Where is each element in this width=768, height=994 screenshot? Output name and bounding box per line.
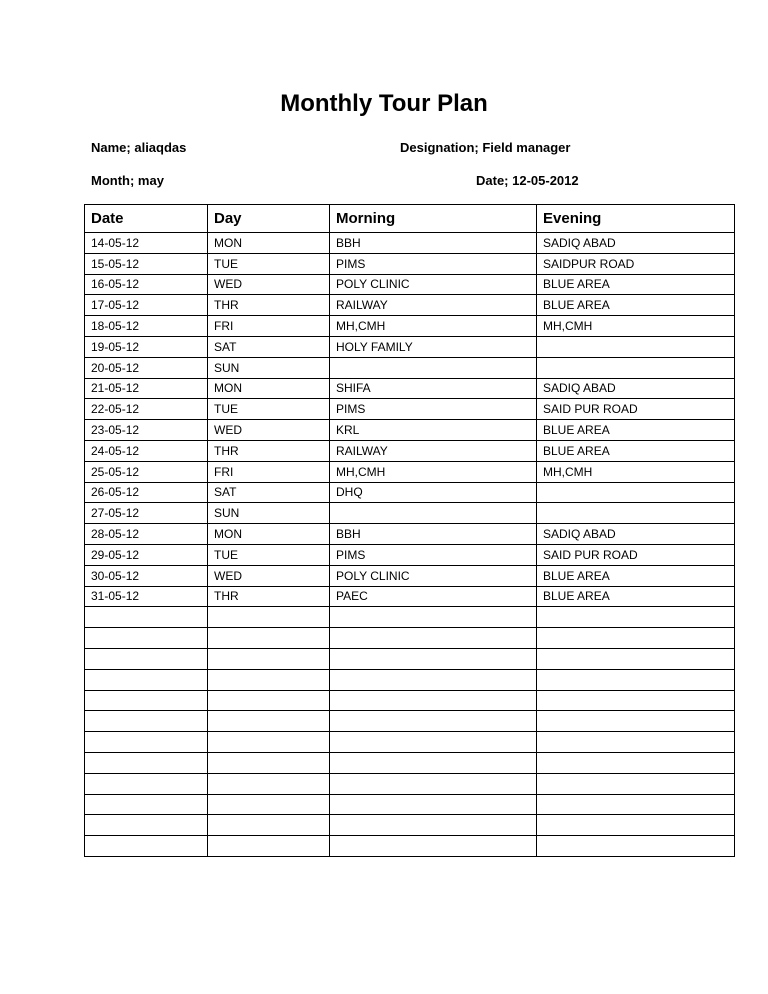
cell-day-empty [208,794,330,815]
cell-day: TUE [208,253,330,274]
cell-day-empty [208,752,330,773]
cell-date: 26-05-12 [85,482,208,503]
cell-evening [537,357,735,378]
cell-evening-empty [537,648,735,669]
cell-evening [537,503,735,524]
cell-evening: BLUE AREA [537,295,735,316]
cell-evening-empty [537,732,735,753]
cell-date: 15-05-12 [85,253,208,274]
cell-morning: RAILWAY [330,295,537,316]
cell-morning: MH,CMH [330,461,537,482]
cell-evening-empty [537,794,735,815]
cell-evening: SAIDPUR ROAD [537,253,735,274]
table-row [85,565,735,586]
cell-date: 21-05-12 [85,378,208,399]
empty-table-row [85,752,735,773]
cell-morning: DHQ [330,482,537,503]
cell-morning: PAEC [330,586,537,607]
cell-evening: SADIQ ABAD [537,524,735,545]
table-row [85,544,735,565]
cell-date-empty [85,669,208,690]
column-header-date: Date [85,205,208,233]
cell-morning: PIMS [330,253,537,274]
cell-day: SUN [208,357,330,378]
table-row [85,586,735,607]
cell-day: MON [208,524,330,545]
empty-table-row [85,836,735,857]
table-row [85,420,735,441]
cell-morning: POLY CLINIC [330,565,537,586]
cell-morning: KRL [330,420,537,441]
table-body [85,233,735,857]
table-row [85,378,735,399]
column-header-day: Day [208,205,330,233]
cell-date-empty [85,607,208,628]
cell-day-empty [208,607,330,628]
cell-morning: SHIFA [330,378,537,399]
cell-day-empty [208,732,330,753]
cell-day: FRI [208,316,330,337]
date-field: Date; 12-05-2012 [476,173,579,188]
cell-evening-empty [537,669,735,690]
cell-evening: BLUE AREA [537,420,735,441]
cell-day: TUE [208,399,330,420]
cell-day: THR [208,586,330,607]
cell-day-empty [208,690,330,711]
cell-date: 20-05-12 [85,357,208,378]
cell-evening-empty [537,628,735,649]
cell-date-empty [85,690,208,711]
cell-evening-empty [537,773,735,794]
table-row [85,274,735,295]
cell-morning: BBH [330,233,537,254]
cell-day: SUN [208,503,330,524]
cell-day-empty [208,648,330,669]
cell-date-empty [85,752,208,773]
cell-day: FRI [208,461,330,482]
cell-morning-empty [330,690,537,711]
empty-table-row [85,628,735,649]
cell-evening: SAID PUR ROAD [537,544,735,565]
empty-table-row [85,794,735,815]
column-header-morning: Morning [330,205,537,233]
cell-day: MON [208,378,330,399]
cell-evening: MH,CMH [537,461,735,482]
cell-morning-empty [330,648,537,669]
cell-day: SAT [208,482,330,503]
table-row [85,440,735,461]
designation-field: Designation; Field manager [400,140,571,155]
cell-day-empty [208,773,330,794]
name-field: Name; aliaqdas [91,140,187,155]
cell-morning-empty [330,752,537,773]
cell-morning [330,503,537,524]
cell-evening-empty [537,711,735,732]
cell-day: THR [208,440,330,461]
empty-table-row [85,669,735,690]
cell-date: 18-05-12 [85,316,208,337]
cell-evening: SADIQ ABAD [537,233,735,254]
cell-day: THR [208,295,330,316]
cell-evening: BLUE AREA [537,565,735,586]
cell-date-empty [85,794,208,815]
cell-date: 14-05-12 [85,233,208,254]
empty-table-row [85,815,735,836]
cell-date: 23-05-12 [85,420,208,441]
cell-evening [537,336,735,357]
table-row [85,524,735,545]
cell-date-empty [85,773,208,794]
cell-date: 27-05-12 [85,503,208,524]
cell-date-empty [85,711,208,732]
cell-morning: MH,CMH [330,316,537,337]
cell-date: 16-05-12 [85,274,208,295]
table-row [85,503,735,524]
cell-evening [537,482,735,503]
page-title: Monthly Tour Plan [280,90,488,117]
cell-evening: SAID PUR ROAD [537,399,735,420]
cell-evening: BLUE AREA [537,274,735,295]
cell-date: 28-05-12 [85,524,208,545]
cell-morning-empty [330,815,537,836]
cell-morning: PIMS [330,544,537,565]
cell-day-empty [208,711,330,732]
cell-evening: BLUE AREA [537,440,735,461]
month-field: Month; may [91,173,164,188]
cell-day: WED [208,420,330,441]
cell-morning-empty [330,711,537,732]
cell-date-empty [85,648,208,669]
cell-morning-empty [330,773,537,794]
table-row [85,482,735,503]
table-row [85,357,735,378]
cell-date-empty [85,836,208,857]
cell-evening-empty [537,752,735,773]
table-row [85,316,735,337]
cell-day-empty [208,669,330,690]
cell-morning: PIMS [330,399,537,420]
cell-morning-empty [330,836,537,857]
cell-evening-empty [537,690,735,711]
empty-table-row [85,711,735,732]
cell-date: 17-05-12 [85,295,208,316]
cell-morning-empty [330,628,537,649]
column-header-evening: Evening [537,205,735,233]
table-row [85,336,735,357]
table-row [85,233,735,254]
cell-day: MON [208,233,330,254]
empty-table-row [85,648,735,669]
cell-evening: BLUE AREA [537,586,735,607]
cell-day-empty [208,815,330,836]
table-row [85,399,735,420]
cell-evening-empty [537,607,735,628]
empty-table-row [85,732,735,753]
cell-evening-empty [537,815,735,836]
tour-plan-table [84,204,735,857]
cell-date-empty [85,628,208,649]
cell-date-empty [85,732,208,753]
cell-evening: SADIQ ABAD [537,378,735,399]
empty-table-row [85,690,735,711]
cell-morning-empty [330,669,537,690]
cell-morning [330,357,537,378]
cell-day: WED [208,565,330,586]
cell-date: 31-05-12 [85,586,208,607]
cell-day: TUE [208,544,330,565]
table-row [85,253,735,274]
empty-table-row [85,607,735,628]
cell-date: 25-05-12 [85,461,208,482]
cell-day-empty [208,836,330,857]
cell-date: 19-05-12 [85,336,208,357]
cell-day: SAT [208,336,330,357]
cell-date-empty [85,815,208,836]
table-row [85,295,735,316]
cell-date: 22-05-12 [85,399,208,420]
cell-date: 24-05-12 [85,440,208,461]
cell-date: 30-05-12 [85,565,208,586]
cell-evening: MH,CMH [537,316,735,337]
cell-morning: BBH [330,524,537,545]
cell-morning-empty [330,794,537,815]
cell-day: WED [208,274,330,295]
cell-morning: RAILWAY [330,440,537,461]
cell-morning: POLY CLINIC [330,274,537,295]
cell-day-empty [208,628,330,649]
cell-morning: HOLY FAMILY [330,336,537,357]
cell-morning-empty [330,732,537,753]
empty-table-row [85,773,735,794]
cell-date: 29-05-12 [85,544,208,565]
table-row [85,461,735,482]
table-header-row [85,205,735,233]
cell-morning-empty [330,607,537,628]
cell-evening-empty [537,836,735,857]
